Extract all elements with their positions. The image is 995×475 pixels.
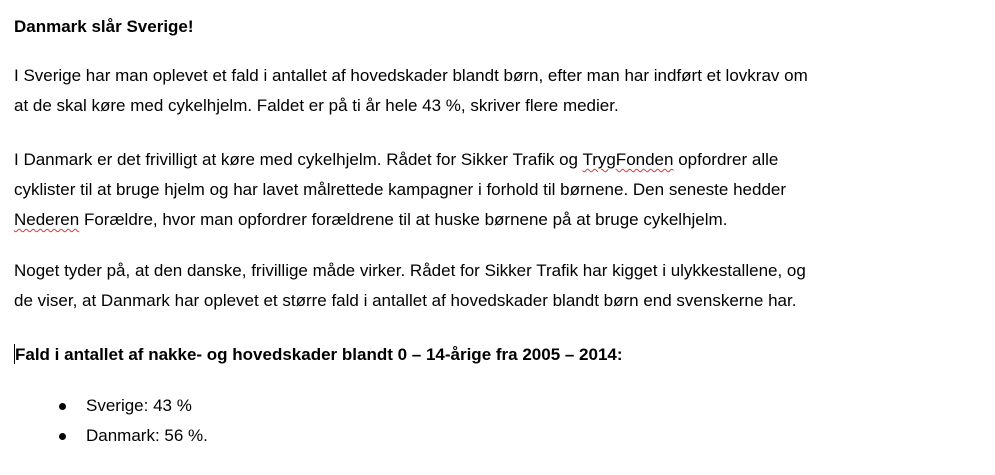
list-item (14, 421, 208, 451)
list-item-text: Sverige: 43 % (86, 396, 192, 415)
bullet-icon (59, 433, 66, 440)
paragraph-line: I Sverige har man oplevet et fald i antallet af hovedskader blandt børn, efter man har indført et lovkrav om (14, 66, 808, 85)
paragraph-line: de viser, at Danmark har oplevet et større fald i antallet af hovedskader blandt børn end svenskerne har. (14, 291, 797, 310)
paragraph-text: opfordrer alle (673, 150, 779, 169)
statistics-heading-text: Fald i antallet af nakke- og hovedskader blandt 0 – 14-årige fra 2005 – 2014: (15, 345, 623, 364)
paragraph-line: at de skal køre med cykelhjelm. Faldet er på ti år hele 43 %, skriver flere medier. (14, 96, 619, 115)
statistics-heading (14, 340, 623, 370)
statistics-list (14, 391, 208, 451)
paragraph-line: cyklister til at bruge hjelm og har lavet målrettede kampagner i forhold til børnene. Den seneste hedder (14, 180, 787, 199)
paragraph-denmark (14, 145, 786, 235)
spellcheck-flagged-word[interactable]: Nederen (14, 210, 80, 229)
paragraph-line (14, 145, 786, 175)
document-title: Danmark slår Sverige! (14, 17, 194, 36)
paragraph-sweden (14, 61, 808, 121)
paragraph-text: Forældre, hvor man opfordrer forældrene til at huske børnene på at bruge cykelhjelm. (79, 210, 728, 229)
paragraph-evidence (14, 256, 806, 316)
paragraph-line (14, 205, 786, 235)
paragraph-text: I Danmark er det frivilligt at køre med cykelhjelm. Rådet for Sikker Trafik og (14, 150, 583, 169)
bullet-icon (59, 403, 66, 410)
paragraph-line: Noget tyder på, at den danske, frivillige måde virker. Rådet for Sikker Trafik har kigget i ulykkestallene, og (14, 261, 806, 280)
list-item (14, 391, 208, 421)
spellcheck-flagged-word[interactable]: TrygFonden (582, 150, 674, 169)
list-item-text: Danmark: 56 %. (86, 426, 208, 445)
